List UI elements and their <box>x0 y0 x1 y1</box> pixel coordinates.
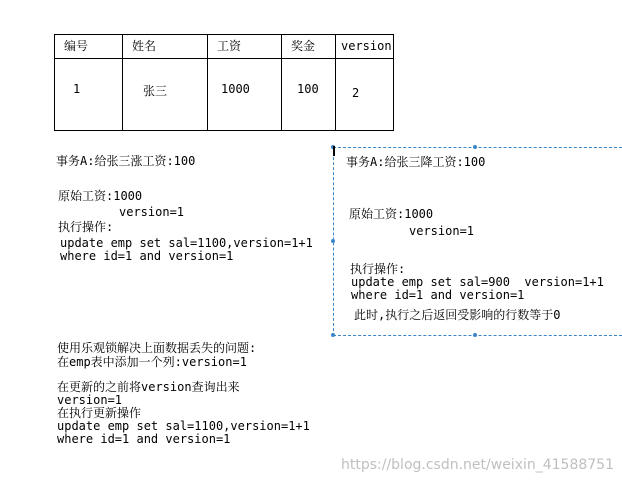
tx-b-title: 事务A:给张三降工资:100 <box>346 155 486 169</box>
resize-handle[interactable] <box>331 239 335 243</box>
tx-a-sql-line1: update emp set sal=1100,version=1+1 <box>60 236 313 250</box>
tx-b-original-salary: 原始工资:1000 <box>349 207 434 221</box>
text-cursor <box>333 146 335 156</box>
header-salary: 工资 <box>208 35 282 59</box>
solution-line5: 在执行更新操作 <box>57 406 142 420</box>
solution-line3: 在更新的之前将version查询出来 <box>57 380 240 394</box>
cell-version-value: 2 <box>352 86 360 100</box>
cell-name <box>123 59 208 131</box>
cell-version <box>336 59 394 131</box>
table-row <box>55 59 394 131</box>
resize-handle[interactable] <box>473 333 477 337</box>
solution-line2: 在emp表中添加一个列:version=1 <box>57 355 247 369</box>
tx-b-sql-line1: update emp set sal=900 version=1+1 <box>351 275 604 289</box>
watermark: https://blog.csdn.net/weixin_41588751 <box>340 457 614 473</box>
tx-a-title: 事务A:给张三涨工资:100 <box>56 154 196 168</box>
solution-line7: where id=1 and version=1 <box>57 432 231 446</box>
resize-handle[interactable] <box>331 333 335 337</box>
header-bonus: 奖金 <box>282 35 336 59</box>
emp-table <box>54 34 394 131</box>
tx-a-sql-line2: where id=1 and version=1 <box>60 249 234 263</box>
tx-a-original-salary: 原始工资:1000 <box>58 189 143 203</box>
tx-b-sql-line2: where id=1 and version=1 <box>351 288 525 302</box>
solution-line1: 使用乐观锁解决上面数据丢失的问题: <box>57 341 257 355</box>
tx-a-version: version=1 <box>119 205 185 219</box>
cell-salary <box>208 59 282 131</box>
cell-name-value: 张三 <box>143 84 168 98</box>
cell-bonus <box>282 59 336 131</box>
tx-b-op-label: 执行操作: <box>350 262 406 276</box>
tx-a-op-label: 执行操作: <box>58 220 114 234</box>
cell-salary-value: 1000 <box>221 82 250 96</box>
table-header-row <box>55 35 394 59</box>
header-name: 姓名 <box>123 35 208 59</box>
resize-handle[interactable] <box>473 145 477 149</box>
header-id: 编号 <box>55 35 123 59</box>
solution-line6: update emp set sal=1100,version=1+1 <box>57 419 310 433</box>
tx-b-note: 此时,执行之后返回受影响的行数等于0 <box>354 308 561 322</box>
cell-bonus-value: 100 <box>297 82 319 96</box>
solution-line4: version=1 <box>57 393 123 407</box>
cell-id <box>55 59 123 131</box>
tx-b-version: version=1 <box>409 224 475 238</box>
header-version: version <box>336 35 394 59</box>
cell-id-value: 1 <box>73 82 81 96</box>
